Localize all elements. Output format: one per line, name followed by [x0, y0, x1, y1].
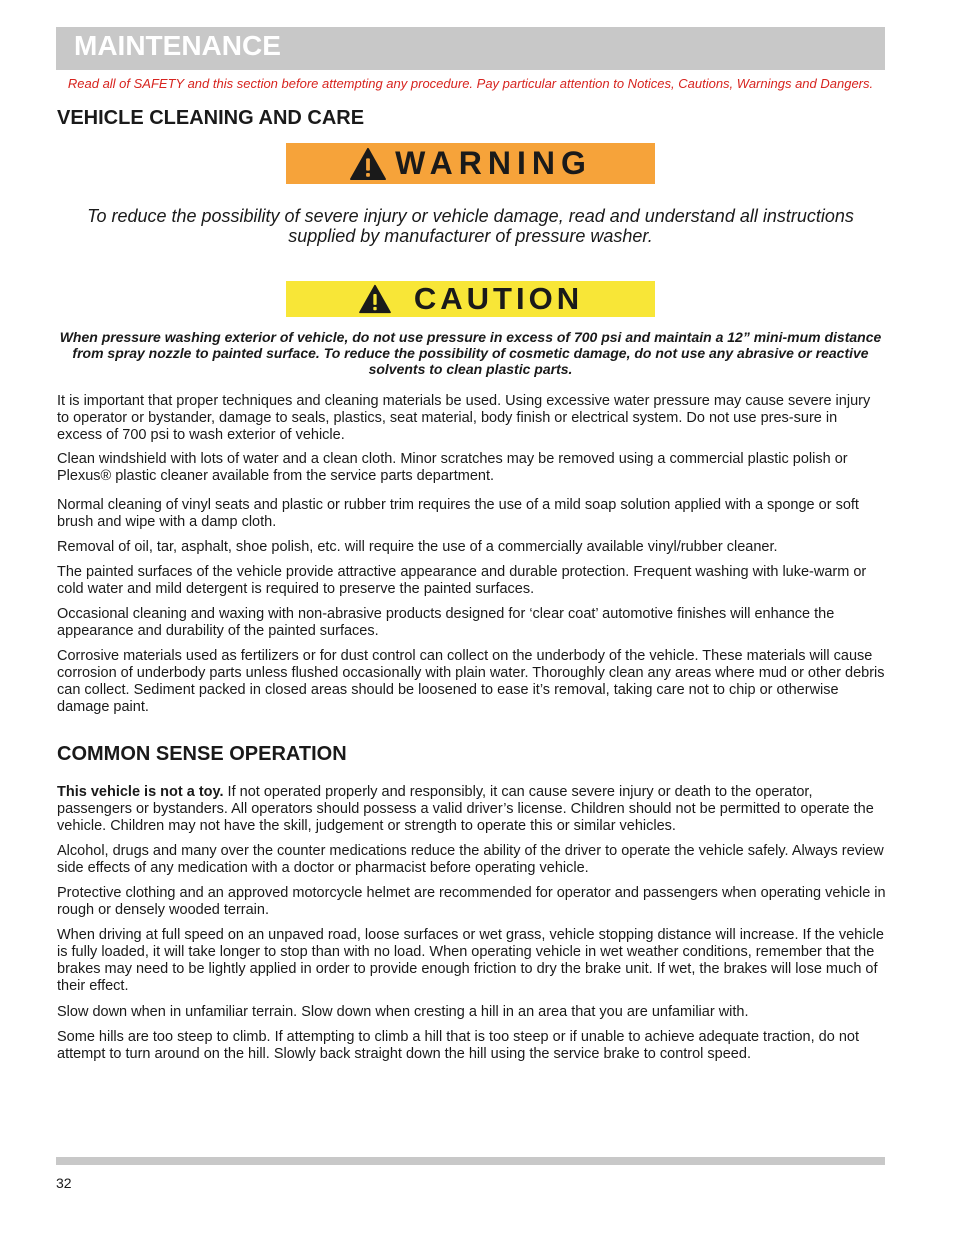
warning-triangle-icon	[349, 147, 387, 181]
caution-text: When pressure washing exterior of vehicle, do not use pressure in excess of 700 psi and maintain a 12” mini-mum distance from spray nozzle to painted surface. To reduce the possibility of cosmetic damage, do not use any abrasive or reactive solvents to clean plastic parts.	[59, 329, 882, 377]
paragraph-lead	[57, 784, 886, 835]
lead-bold-text: This vehicle is not a toy.	[57, 784, 224, 800]
caution-banner	[286, 281, 655, 317]
paragraph: Protective clothing and an approved motorcycle helmet are recommended for operator and passengers when operating vehicle in rough or densely wooded terrain.	[57, 885, 886, 918]
warning-label: WARNING	[395, 145, 592, 181]
header-bar	[56, 27, 885, 70]
warning-text: To reduce the possibility of severe injury or vehicle damage, read and understand all instructions supplied by manufacturer of pressure washer.	[87, 206, 854, 246]
paragraph: When driving at full speed on an unpaved road, loose surfaces or wet grass, vehicle stopping distance will increase. If the vehicle is fully loaded, it will take longer to stop than with no load. When operating vehicle in wet weather conditions, remember that the brakes may need to be lightly applied in order to provide enough friction to dry the brake unit. If wet, the brakes will lose much of their effect.	[57, 927, 884, 994]
page-title: MAINTENANCE	[74, 30, 281, 61]
safety-note: Read all of SAFETY and this section before attempting any procedure. Pay particular attention to Notices, Cautions, Warnings and Dangers.	[67, 76, 874, 91]
warning-banner	[286, 143, 655, 184]
paragraph: Occasional cleaning and waxing with non-abrasive products designed for ‘clear coat’ automotive finishes will enhance the appearance and durability of the painted surfaces.	[57, 606, 835, 639]
warning-triangle-icon	[358, 284, 392, 314]
lead-text: If not operated properly and responsibly, it can cause severe injury or death to the operator, passengers or bystanders. All operators should possess a valid driver’s license. Children should not be permitted to operate the vehicle. Children may not have the skill, judgement or strength to operate this or similar vehicles.	[57, 784, 874, 834]
paragraph: Corrosive materials used as fertilizers or for dust control can collect on the underbody of the vehicle. These materials will cause corrosion of underbody parts unless flushed occasionally with plain water. Thoroughly clean any areas where mud or other debris can collect. Sediment packed in closed areas should be loosened to ease it’s removal, taking care not to chip or otherwise damage paint.	[57, 648, 885, 715]
paragraph: Normal cleaning of vinyl seats and plastic or rubber trim requires the use of a mild soap solution applied with a sponge or soft brush and wipe with a damp cloth.	[57, 497, 859, 530]
footer-bar	[56, 1157, 885, 1165]
paragraph: Alcohol, drugs and many over the counter medications reduce the ability of the driver to operate the vehicle safely. Always review side effects of any medication with a doctor or pharmacist before operating vehicle.	[57, 843, 884, 876]
paragraph: The painted surfaces of the vehicle provide attractive appearance and durable protection. Frequent washing with luke-warm or cold water and mild detergent is required to preserve the painted surfaces.	[57, 564, 867, 597]
caution-label: CAUTION	[413, 281, 584, 316]
section-heading-operation: COMMON SENSE OPERATION	[57, 743, 347, 765]
paragraph: It is important that proper techniques and cleaning materials be used. Using excessive water pressure may cause severe injury to operator or bystander, damage to seals, plastics, seat material, body finish or electrical system. Do not use pres-sure in excess of 700 psi to wash exterior of vehicle.	[57, 393, 871, 443]
paragraph: Slow down when in unfamiliar terrain. Slow down when cresting a hill in an area that you are unfamiliar with.	[57, 1004, 749, 1020]
paragraph: Removal of oil, tar, asphalt, shoe polish, etc. will require the use of a commercially available vinyl/rubber cleaner.	[57, 539, 778, 555]
page-number: 32	[56, 1175, 72, 1191]
section-heading-cleaning: VEHICLE CLEANING AND CARE	[57, 107, 365, 129]
paragraph: Clean windshield with lots of water and a clean cloth. Minor scratches may be removed using a commercial plastic polish or Plexus® plastic cleaner available from the service parts department.	[57, 451, 848, 484]
paragraph: Some hills are too steep to climb. If attempting to climb a hill that is too steep or if unable to achieve adequate traction, do not attempt to turn around on the hill. Slowly back straight down the hill using the service brake to control speed.	[57, 1029, 859, 1062]
